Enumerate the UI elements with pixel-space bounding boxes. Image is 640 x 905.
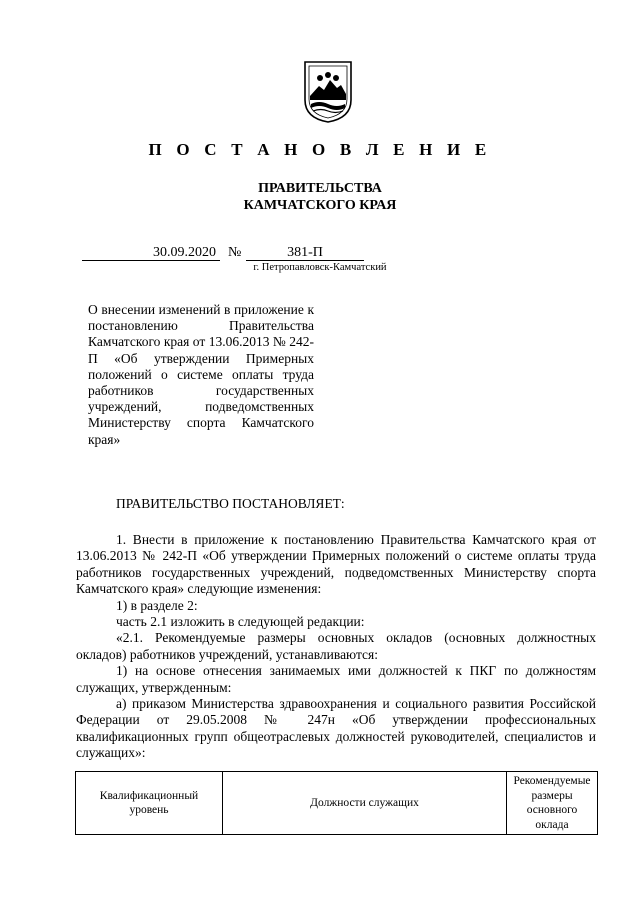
paragraph-3: часть 2.1 изложить в следующей редакции: <box>116 614 365 630</box>
paragraph-5: 1) на основе отнесения занимаемых ими должностей к ПКГ по должностям служащих, утвержденным: <box>76 663 596 695</box>
document-type-title: П О С Т А Н О В Л Е Н И Е <box>148 140 492 159</box>
kamchatka-emblem <box>303 58 353 124</box>
paragraph-6: а) приказом Министерства здравоохранения и социального развития Российской Федерации от 29.05.2008 № 247н «Об утверждении профессиональных квалификационных групп общеотраслевых должностей руководителей, специалистов и служащих»: <box>76 696 596 761</box>
authority-line-2: КАМЧАТСКОГО КРАЯ <box>243 198 397 213</box>
header-positions: Должности служащих <box>223 772 507 835</box>
header-qualification-level: Квалификационный уровень <box>76 772 223 835</box>
document-subject: О внесении изменений в приложение к постановлению Правительства Камчатского края от 13.06.2013 № 242-П «Об утверждении Примерных положений о системе оплаты труда работников государственных учреждений, подведомственных Министерству спорта Камчатского края» <box>88 302 314 447</box>
header-recommended-salary: Рекомендуемые размеры основного оклада <box>507 772 598 835</box>
decree-heading: ПРАВИТЕЛЬСТВО ПОСТАНОВЛЯЕТ: <box>116 496 345 511</box>
paragraph-1: 1. Внести в приложение к постановлению Правительства Камчатского края от 13.06.2013 № 242-П «Об утверждении Примерных положений о системе оплаты труда работников государственных учреждений, подведомственных Министерству спорта Камчатского края» следующие изменения: <box>76 532 596 597</box>
paragraph-4: «2.1. Рекомендуемые размеры основных окладов (основных должностных окладов) работников учреждений, устанавливаются: <box>76 630 596 662</box>
document-city: г. Петропавловск-Камчатский <box>253 262 387 273</box>
table-header-row <box>76 772 598 835</box>
issuing-authority <box>0 180 640 214</box>
number-sign: № <box>228 245 242 260</box>
document-number: 381-П <box>246 245 364 261</box>
salary-table <box>75 771 598 835</box>
document-body <box>76 532 596 762</box>
paragraph-2: 1) в разделе 2: <box>116 597 198 613</box>
document-date: 30.09.2020 <box>82 245 220 261</box>
authority-line-1: ПРАВИТЕЛЬСТВА <box>258 181 382 196</box>
